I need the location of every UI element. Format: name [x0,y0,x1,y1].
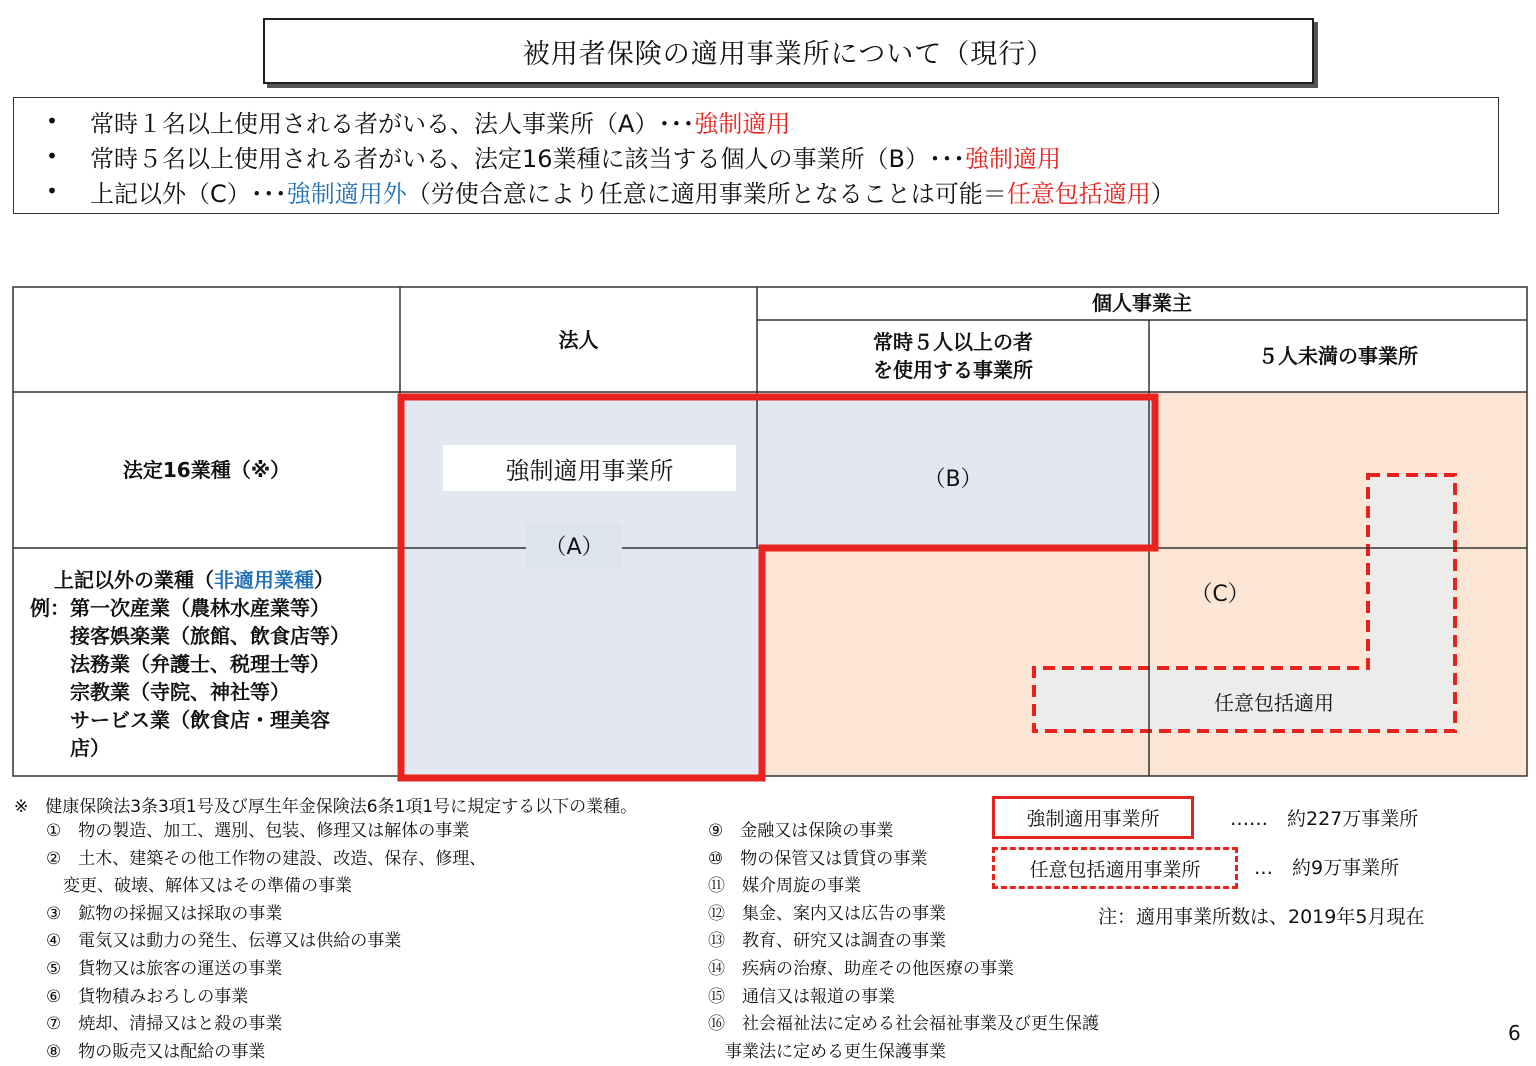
footnote-item: ⑤ 貨物又は旅客の運送の事業 [46,958,283,979]
footnote-item: 事業法に定める更生保護事業 [708,1041,946,1062]
footnote-item: ③ 鉱物の採掘又は採取の事業 [46,903,283,924]
legend-voluntary-count: … 約9万事業所 [1254,857,1400,879]
label-a: （A） [526,522,622,568]
header-5plus [757,328,1149,384]
footnote-item: ⑮ 通信又は報道の事業 [708,986,895,1007]
row-label-16-industries: 法定16業種（※） [122,458,291,482]
footnote-item: ⑫ 集金、案内又は広告の事業 [708,903,946,924]
summary-line-2-text: 常時５名以上使用される者がいる、法定16業種に該当する個人の事業所（B）･･･ [90,144,966,173]
row-other-close: ） [314,568,334,592]
summary-line-3-close: ） [1150,179,1175,208]
row-other-title-text: 上記以外の業種（ [54,568,214,592]
footnote-item: 変更、破壊、解体又はその準備の事業 [46,876,352,897]
summary-line-3-text: 上記以外（C）･･･ [90,179,287,208]
fill-mandatory-bottom [400,548,762,776]
row-other-line: 店） [30,736,110,760]
footnote-list-left [46,818,486,1066]
footnote-item: ⑭ 疾病の治療、助産その他医療の事業 [708,958,1014,979]
footnote-item: ⑯ 社会福祉法に定める社会福祉事業及び更生保護 [708,1014,1099,1035]
legend-mandatory-swatch: 強制適用事業所 [992,796,1194,839]
summary-line-1-status: 強制適用 [694,109,791,138]
summary-line-3-note: （労使合意により任意に適用事業所となることは可能＝ [406,179,1007,208]
page-number: 6 [1508,1021,1521,1045]
row-other-line: 法務業（弁護士、税理士等） [30,652,330,676]
footnote-item: ⑦ 焼却、清掃又はと殺の事業 [46,1014,283,1035]
row-other-line: 宗教業（寺院、神社等） [30,680,290,704]
header-corporation: 法人 [558,328,599,352]
footnote-item: ⑧ 物の販売又は配給の事業 [46,1041,266,1062]
footnote-item: ⑥ 貨物積みおろしの事業 [46,986,249,1007]
header-5plus-line2: を使用する事業所 [873,358,1033,382]
bullet: • [46,144,58,168]
footnote-item: ⑨ 金融又は保険の事業 [708,821,894,841]
bullet: • [46,109,58,133]
summary-line-3-voluntary: 任意包括適用 [1006,179,1151,208]
summary-line-3-excluded: 強制適用外 [286,179,407,208]
row-other-title [30,566,350,594]
row-other-line: サービス業（飲食店・理美容 [30,708,330,732]
footnote-item: ⑪ 媒介周旋の事業 [708,876,861,897]
legend-note: 注：適用事業所数は、2019年5月現在 [1098,906,1425,928]
legend-mandatory-count: …… 約227万事業所 [1230,808,1419,830]
page-title: 被用者保険の適用事業所について（現行） [263,18,1314,84]
footnote-item: ④ 電気又は動力の発生、伝導又は供給の事業 [46,931,402,952]
summary-line-2-status: 強制適用 [965,144,1062,173]
header-5plus-line1: 常時５人以上の者 [873,330,1033,354]
row-other-non-applicable: 非適用業種 [214,568,314,592]
label-voluntary: 任意包括適用 [1214,691,1334,715]
footnote-intro: ※ 健康保険法3条3項1号及び厚生年金保険法6条1項1号に規定する以下の業種。 [14,797,638,817]
footnote-item: ⑬ 教育、研究又は調査の事業 [708,931,946,952]
footnote-item: ② 土木、建築その他工作物の建設、改造、保存、修理、 [46,848,487,869]
row-other-line: 例：第一次産業（農林水産業等） [30,596,330,620]
row-label-other [30,566,350,762]
legend-voluntary-swatch: 任意包括適用事業所 [992,847,1238,889]
label-c: （C） [1190,582,1250,607]
fill-under5-16 [1157,392,1527,548]
row-other-line: 接客娯楽業（旅館、飲食店等） [30,624,350,648]
summary-line-1-text: 常時１名以上使用される者がいる、法人事業所（A）･･･ [90,109,695,138]
header-under5: ５人未満の事業所 [1258,344,1418,368]
bullet: • [46,179,58,203]
label-mandatory: 強制適用事業所 [443,445,736,491]
footnote-item: ⑩ 物の保管又は賃貸の事業 [708,848,928,869]
footnote-item: ① 物の製造、加工、選別、包装、修理又は解体の事業 [46,821,470,841]
header-individual: 個人事業主 [1092,291,1192,315]
label-b: （B） [923,467,983,492]
